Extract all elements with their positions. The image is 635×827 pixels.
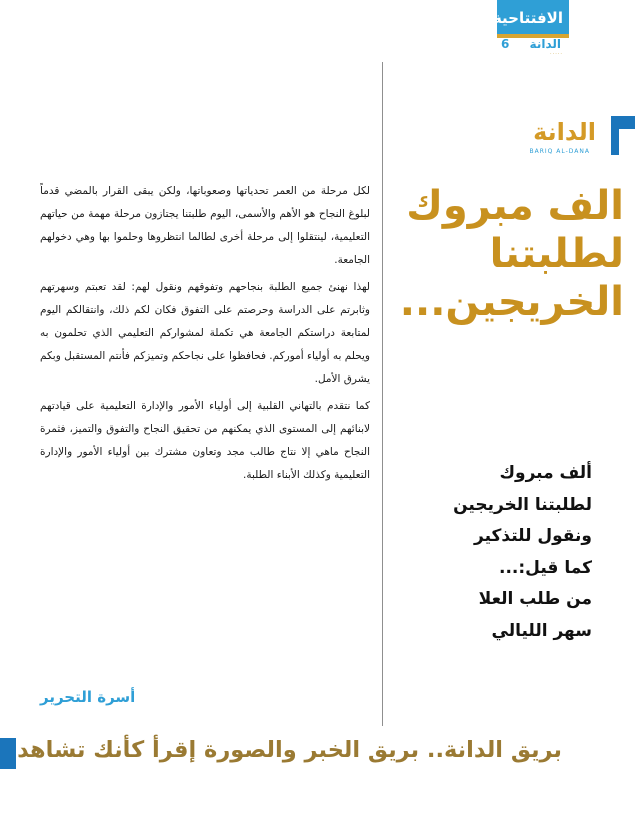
pull-quote bbox=[392, 458, 592, 647]
header-logo-subtitle: ····· bbox=[550, 51, 563, 57]
article-paragraph: كما نتقدم بالتهاني القلبية إلى أولياء الأمور والإدارة التعليمية على قيادتهم لابنائهم إلى المستوى الذي يمكنهم من تحقيق النجاح والتفوق والتميز، فثمرة النجاح ماهي إلا نتاج طالب مجد وتعاون مشترك بين أولياء الأمور والإدارة التعليمية وكذلك الأبناء الطلبة. bbox=[40, 400, 370, 481]
quote-line: لطلبتنا الخريجين bbox=[453, 494, 592, 515]
brand-logo-english: BARIQ AL-DANA bbox=[529, 148, 590, 155]
brand-logo-arabic: الدانة bbox=[533, 118, 596, 146]
header-logo-text: الدانة bbox=[529, 37, 561, 51]
quote-line: كما قيل:... bbox=[498, 557, 592, 578]
corner-cutout bbox=[619, 129, 635, 155]
page-number: 6 bbox=[501, 37, 510, 51]
headline bbox=[392, 182, 624, 326]
article-paragraph: لكل مرحلة من العمر تحدياتها وصعوباتها، ولكن يبقى القرار بالمضي قدماً لبلوغ النجاح هو الأهم والأسمى، اليوم طلبتنا يجتازون مرحلة مهمة من حياتهم التعليمية، لينتقلوا إلى مرحلة أخرى لطالما انتظروها وحلموا بها وهي دخولهم الجامعة. bbox=[40, 185, 370, 266]
headline-line: الخريجين... bbox=[399, 279, 624, 325]
quote-line: ألف مبروك bbox=[499, 463, 592, 483]
quote-line: سهر الليالي bbox=[491, 620, 592, 641]
article-body bbox=[40, 180, 370, 491]
quote-line: ونقول للتذكير bbox=[474, 526, 592, 546]
section-title: الافتتاحية bbox=[492, 9, 563, 27]
article-paragraph: لهذا نهنئ جميع الطلبة بنجاحهم وتفوقهم ونقول لهم: لقد تعبتم وسهرتهم وثابرتم على الدراسة وحرصتم على التفوق فكان لكم ذلك، وانتقالكم اليوم لمتابعة دراستكم الجامعة هي تكملة لمشواركم التعليمي الذي تحلمون به ويحلم به أولياء أموركم. فحافظوا على نجاحكم وتميزكم فأنتم المستقبل وبكم يشرق الأمل. bbox=[40, 281, 370, 385]
headline-line: الف مبروك bbox=[406, 183, 624, 229]
corner-decoration bbox=[611, 116, 635, 155]
article-signature: أسرة التحرير bbox=[40, 688, 136, 706]
section-header-tab bbox=[492, 0, 569, 58]
footer-slogan: بريق الدانة.. بريق الخبر والصورة إقرأ كأنك تشاهد bbox=[17, 737, 562, 763]
headline-line: لطلبتنا bbox=[489, 231, 624, 277]
brand-logo bbox=[496, 118, 596, 158]
quote-line: من طلب العلا bbox=[478, 589, 592, 609]
column-divider bbox=[382, 62, 383, 726]
footer-blue-bar bbox=[0, 738, 16, 769]
